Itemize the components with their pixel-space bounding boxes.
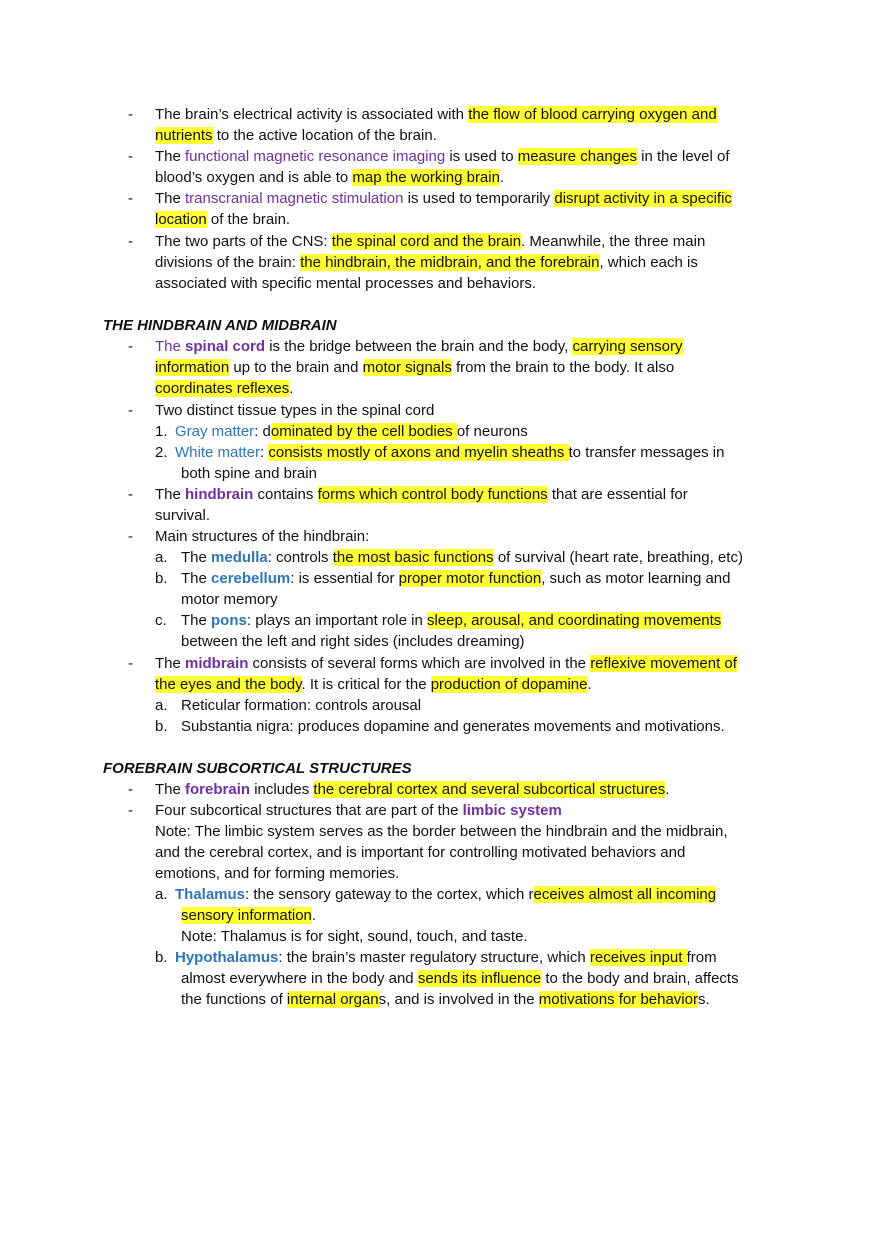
paragraph-line: Substantia nigra: produces dopamine and generates movements and motivations. — [181, 718, 725, 735]
bullet-dash: - — [128, 486, 133, 503]
paragraph-line: The two parts of the CNS: the spinal cord and the brain. Meanwhile, the three main — [155, 233, 706, 250]
paragraph-line: The midbrain consists of several forms which are involved in the reflexive movement of — [155, 655, 737, 672]
bullet-dash: - — [128, 106, 133, 123]
note-line: Note: The limbic system serves as the border between the hindbrain and the midbrain, — [155, 823, 728, 840]
paragraph-line: sensory information. — [181, 907, 317, 924]
paragraph-line: Two distinct tissue types in the spinal cord — [155, 402, 435, 419]
list-marker: a. — [155, 549, 168, 566]
paragraph-line: associated with specific mental processes and behaviors. — [155, 275, 537, 292]
paragraph-line: The pons: plays an important role in sleep, arousal, and coordinating movements — [181, 612, 722, 629]
list-marker: b. — [155, 718, 168, 735]
paragraph-line: nutrients to the active location of the brain. — [155, 127, 437, 144]
paragraph-line: The cerebellum: is essential for proper motor function, such as motor learning and — [181, 570, 731, 587]
list-marker: 2. — [155, 444, 168, 461]
paragraph-line: both spine and brain — [181, 465, 317, 482]
paragraph-line: Main structures of the hindbrain: — [155, 528, 370, 545]
bullet-dash: - — [128, 402, 133, 419]
paragraph-line: motor memory — [181, 591, 278, 608]
list-marker: a. — [155, 886, 168, 903]
paragraph-line: The functional magnetic resonance imaging is used to measure changes in the level of — [155, 148, 730, 165]
paragraph-line: The hindbrain contains forms which control body functions that are essential for — [155, 486, 688, 503]
paragraph-line: information up to the brain and motor signals from the brain to the body. It also — [155, 359, 675, 376]
bullet-dash: - — [128, 148, 133, 165]
list-marker: b. — [155, 570, 168, 587]
paragraph-line: The brain’s electrical activity is associated with the flow of blood carrying oxygen and — [155, 106, 717, 123]
paragraph-line: The transcranial magnetic stimulation is used to temporarily disrupt activity in a specific — [155, 190, 732, 207]
paragraph-line: The forebrain includes the cerebral cortex and several subcortical structures. — [155, 781, 670, 798]
paragraph-line: blood’s oxygen and is able to map the working brain. — [155, 169, 505, 186]
list-marker: b. — [155, 949, 168, 966]
paragraph-line: almost everywhere in the body and sends its influence to the body and brain, affects — [181, 970, 739, 987]
bullet-dash: - — [128, 190, 133, 207]
bullet-dash: - — [128, 528, 133, 545]
paragraph-line: Gray matter: dominated by the cell bodies of neurons — [175, 423, 528, 440]
paragraph-line: White matter: consists mostly of axons and myelin sheaths to transfer messages in — [175, 444, 725, 461]
list-marker: c. — [155, 612, 167, 629]
paragraph-line: The spinal cord is the bridge between the brain and the body, carrying sensory — [155, 338, 683, 355]
paragraph-line: Thalamus: the sensory gateway to the cortex, which receives almost all incoming — [175, 886, 717, 903]
bullet-dash: - — [128, 233, 133, 250]
paragraph-line: location of the brain. — [155, 211, 291, 228]
list-marker: a. — [155, 697, 168, 714]
section-heading-forebrain: FOREBRAIN SUBCORTICAL STRUCTURES — [103, 760, 412, 777]
note-line: emotions, and for forming memories. — [155, 865, 400, 882]
paragraph-line: Reticular formation: controls arousal — [181, 697, 422, 714]
paragraph-line: survival. — [155, 507, 211, 524]
paragraph-line: between the left and right sides (includes dreaming) — [181, 633, 525, 650]
paragraph-line: Hypothalamus: the brain’s master regulatory structure, which receives input from — [175, 949, 717, 966]
paragraph-line: the functions of internal organs, and is involved in the motivations for behaviors. — [181, 991, 710, 1008]
note-line: Note: Thalamus is for sight, sound, touch, and taste. — [181, 928, 528, 945]
paragraph-line: the eyes and the body. It is critical for the production of dopamine. — [155, 676, 592, 693]
bullet-dash: - — [128, 655, 133, 672]
bullet-dash: - — [128, 802, 133, 819]
paragraph-line: Four subcortical structures that are part of the limbic system — [155, 802, 562, 819]
note-line: and the cerebral cortex, and is important for controlling motivated behaviors and — [155, 844, 686, 861]
bullet-dash: - — [128, 781, 133, 798]
bullet-dash: - — [128, 338, 133, 355]
section-heading-hindbrain: THE HINDBRAIN AND MIDBRAIN — [103, 317, 337, 334]
paragraph-line: coordinates reflexes. — [155, 380, 294, 397]
paragraph-line: The medulla: controls the most basic functions of survival (heart rate, breathing, etc) — [181, 549, 743, 566]
list-marker: 1. — [155, 423, 168, 440]
paragraph-line: divisions of the brain: the hindbrain, the midbrain, and the forebrain, which each is — [155, 254, 698, 271]
